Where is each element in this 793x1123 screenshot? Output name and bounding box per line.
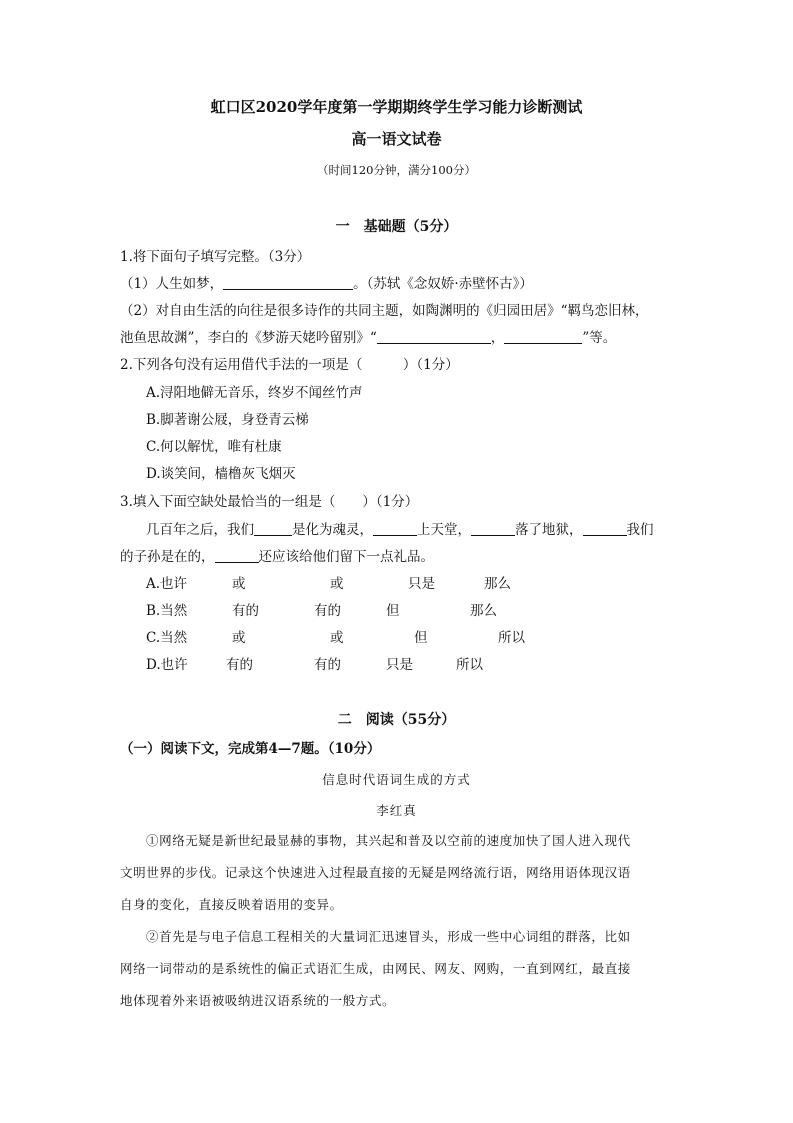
option-cell: 或: [330, 576, 344, 592]
q3-text-seg: 上天堂，: [417, 522, 471, 538]
option-cell: 那么: [470, 603, 497, 619]
option-cell: 只是: [408, 576, 435, 592]
exam-note: （时间120分钟，满分100分）: [317, 163, 476, 177]
q2-option-a: A.浔阳地僻无音乐，终岁不闻丝竹声: [146, 385, 363, 401]
section2-heading: 二 阅读（55分）: [337, 712, 456, 728]
answer-blank[interactable]: [254, 521, 292, 536]
q3-text-line1: [146, 521, 654, 539]
option-cell: 所以: [456, 657, 483, 673]
option-cell: 那么: [484, 576, 511, 592]
q2-option-b: B.脚著谢公屐，身登青云梯: [146, 412, 309, 428]
option-cell: 有的: [314, 657, 341, 673]
q3-stem: 3.填入下面空缺处最恰当的一组是（ ）（1分）: [120, 494, 419, 510]
q1-part1: [120, 275, 533, 293]
q3-text-line2: [120, 548, 434, 566]
option-cell: 但: [414, 630, 428, 646]
q3-text-seg: 还应该给他们留下一点礼品。: [258, 549, 434, 565]
option-cell: 只是: [386, 657, 413, 673]
option-cell: D.也许: [146, 657, 188, 673]
answer-blank[interactable]: [215, 548, 259, 563]
q1-part1-suffix: 。（苏轼《念奴娇·赤壁怀古》）: [353, 276, 533, 292]
q2-stem: 2.下列各句没有运用借代手法的一项是（ ）（1分）: [120, 357, 459, 373]
option-cell: 或: [232, 576, 246, 592]
option-cell: 但: [386, 603, 400, 619]
option-cell: C.当然: [146, 630, 188, 646]
article-title: 信息时代语词生成的方式: [322, 772, 471, 787]
option-cell: 有的: [314, 603, 341, 619]
option-cell: 有的: [226, 657, 253, 673]
answer-blank[interactable]: [373, 521, 417, 536]
option-cell: 或: [330, 630, 344, 646]
option-cell: A.也许: [146, 576, 188, 592]
section1-heading: 一 基础题（5分）: [335, 219, 458, 235]
article-author: 李红真: [376, 803, 417, 818]
answer-blank[interactable]: [377, 329, 491, 344]
paragraph-line: ②首先是与电子信息工程相关的大量词汇迅速冒头，形成一些中心词组的群落，比如: [146, 929, 631, 944]
q3-text-seg: 几百年之后，我们: [146, 522, 254, 538]
answer-blank[interactable]: [504, 329, 582, 344]
q3-text-seg: 我们: [626, 522, 654, 538]
paragraph-line: ①网络无疑是新世纪最显赫的事物，其兴起和普及以空前的速度加快了国人进入现代: [146, 833, 631, 848]
q2-option-c: C.何以解忧，唯有杜康: [146, 439, 282, 455]
q2-option-d: D.谈笑间，樯橹灰飞烟灭: [146, 466, 296, 482]
q1-part2-suffix: ”等。: [582, 330, 617, 346]
option-cell: 有的: [232, 603, 259, 619]
q1-stem: 1.将下面句子填写完整。（3分）: [120, 249, 311, 265]
paragraph-line: 网络一词带动的是系统性的偏正式语汇生成，由网民、网友、网购，一直到网红，最直接: [120, 961, 631, 976]
paragraph-line: 文明世界的步伐。记录这个快速进入过程最直接的无疑是网络流行语，网络用语体现汉语: [120, 865, 631, 880]
answer-blank[interactable]: [223, 275, 353, 290]
part1-heading: （一）阅读下文，完成第4—7题。（10分）: [120, 741, 381, 757]
q3-text-seg: 是化为魂灵，: [292, 522, 373, 538]
exam-title: 虹口区2020学年度第一学期期终学生学习能力诊断测试: [210, 98, 583, 116]
q3-text-seg: 落了地狱，: [515, 522, 583, 538]
q1-part2-sep: ，: [490, 330, 505, 346]
answer-blank[interactable]: [471, 521, 515, 536]
paragraph-line: 地体现着外来语被吸纳进汉语系统的一般方式。: [120, 993, 396, 1008]
option-cell: B.当然: [146, 603, 188, 619]
option-cell: 所以: [498, 630, 525, 646]
q1-part2-prefix: 池鱼思故渊”，李白的《梦游天姥吟留别》“: [120, 330, 377, 346]
q1-part2-line2: [120, 329, 616, 347]
q1-part1-prefix: （1）人生如梦，: [120, 276, 224, 292]
q1-part2-line1: （2）对自由生活的向往是很多诗作的共同主题，如陶渊明的《归园田居》“羁鸟恋旧林，: [120, 303, 649, 319]
answer-blank[interactable]: [583, 521, 627, 536]
paragraph-line: 自身的变化，直接反映着语用的变异。: [120, 897, 343, 912]
exam-subtitle: 高一语文试卷: [351, 130, 442, 148]
q3-text-seg: 的子孙是在的，: [120, 549, 215, 565]
option-cell: 或: [232, 630, 246, 646]
